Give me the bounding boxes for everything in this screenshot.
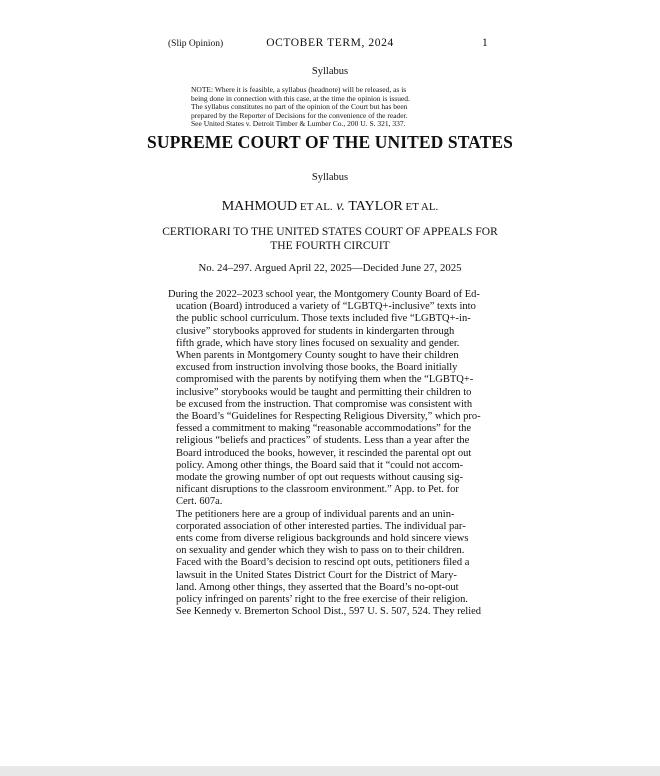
body-line: be excused from the instruction. That compromise was consistent with (176, 398, 473, 410)
note-line: See United States v. Detroit Timber & Lumber Co., 200 U. S. 321, 337. (191, 119, 406, 129)
body-line: Cert. 607a. (176, 496, 223, 508)
body-line: clusive” storybooks approved for students in kindergarten through (176, 325, 455, 337)
et-al-label: ET AL. (402, 201, 439, 213)
note-line: NOTE: Where it is feasible, a syllabus (headnote) will be released, as is (191, 85, 407, 94)
body-line: religious “beliefs and practices” of students. Less than a year after the (176, 435, 470, 447)
syllabus-running-head: Syllabus (311, 66, 349, 77)
certiorari-line: CERTIORARI TO THE UNITED STATES COURT OF APPEALS FOR (162, 226, 498, 238)
body-line: lawsuit in the United States District Court for the District of Mary- (176, 569, 457, 581)
paragraph-2 (168, 509, 494, 619)
certiorari-line: THE FOURTH CIRCUIT (270, 240, 390, 252)
page-bottom-edge (0, 766, 660, 776)
court-title: SUPREME COURT OF THE UNITED STATES (147, 132, 513, 152)
body-line: policy infringed on parents’ right to the free exercise of their religion. (176, 594, 468, 606)
docket-line: No. 24–297. Argued April 22, 2025—Decided June 27, 2025 (198, 262, 462, 274)
note-line: The syllabus constitutes no part of the opinion of the Court but has been (191, 102, 408, 112)
syllabus-body (168, 289, 494, 618)
reporter-note (191, 86, 471, 129)
body-line: on sexuality and gender which they wish to pass on to their children. (176, 545, 465, 557)
body-line: policy. Among other things, the Board said that it “could not accom- (176, 459, 464, 471)
body-line: During the 2022–2023 school year, the Montgomery County Board of Ed- (168, 289, 480, 300)
body-line: fifth grade, which have story lines focused on sexuality and gender. (176, 337, 460, 349)
et-al-label: ET AL. (297, 201, 333, 213)
paragraph-1 (168, 289, 494, 509)
body-line: When parents in Montgomery County sought to have their children (176, 350, 459, 362)
body-line: modate the growing number of opt out requests without causing sig- (176, 472, 463, 484)
body-line: Faced with the Board’s decision to rescind opt outs, petitioners filed a (176, 557, 470, 569)
body-line: the Board’s “Guidelines for Respecting Religious Diversity,” which pro- (176, 411, 481, 423)
body-line: fessed a commitment to making “reasonable accommodations” for the (176, 423, 472, 435)
certiorari-heading (0, 225, 660, 253)
syllabus-heading: Syllabus (311, 172, 349, 183)
versus-label: v. (332, 199, 349, 214)
body-line: ucation (Board) introduced a variety of “LGBTQ+-inclusive” texts into (176, 301, 476, 313)
body-line: compromised with the parents by notifying them when the “LGBTQ+- (176, 374, 474, 386)
body-line: nificant disruptions to the classroom environment.” App. to Pet. for (176, 484, 459, 496)
body-line: The petitioners here are a group of individual parents and an unin- (176, 508, 455, 520)
body-line: Board introduced the books, however, it rescinded the parental opt out (176, 447, 472, 459)
case-caption (0, 199, 660, 215)
body-line: ents come from diverse religious backgrounds and hold sincere views (176, 533, 469, 545)
body-line: corporated association of other interested parties. The individual par- (176, 520, 466, 532)
body-line: See Kennedy v. Bremerton School Dist., 597 U. S. 507, 524. They relied (176, 606, 482, 618)
body-line: inclusive” storybooks would be taught and permitting their children to (176, 386, 472, 398)
page-number: 1 (482, 37, 488, 49)
body-line: land. Among other things, they asserted that the Board’s no-opt-out (176, 581, 459, 593)
note-line: being done in connection with this case, at the time the opinion is issued. (191, 93, 410, 103)
petitioner-name: MAHMOUD (221, 199, 298, 214)
body-line: the public school curriculum. Those texts included five “LGBTQ+-in- (176, 313, 471, 325)
respondent-name: TAYLOR (348, 199, 403, 214)
slip-opinion-label: (Slip Opinion) (168, 39, 224, 49)
note-line: prepared by the Reporter of Decisions for the convenience of the reader. (191, 110, 408, 120)
body-line: excused from instruction involving those books, the Board initially (176, 362, 458, 374)
term-heading: OCTOBER TERM, 2024 (266, 37, 394, 49)
